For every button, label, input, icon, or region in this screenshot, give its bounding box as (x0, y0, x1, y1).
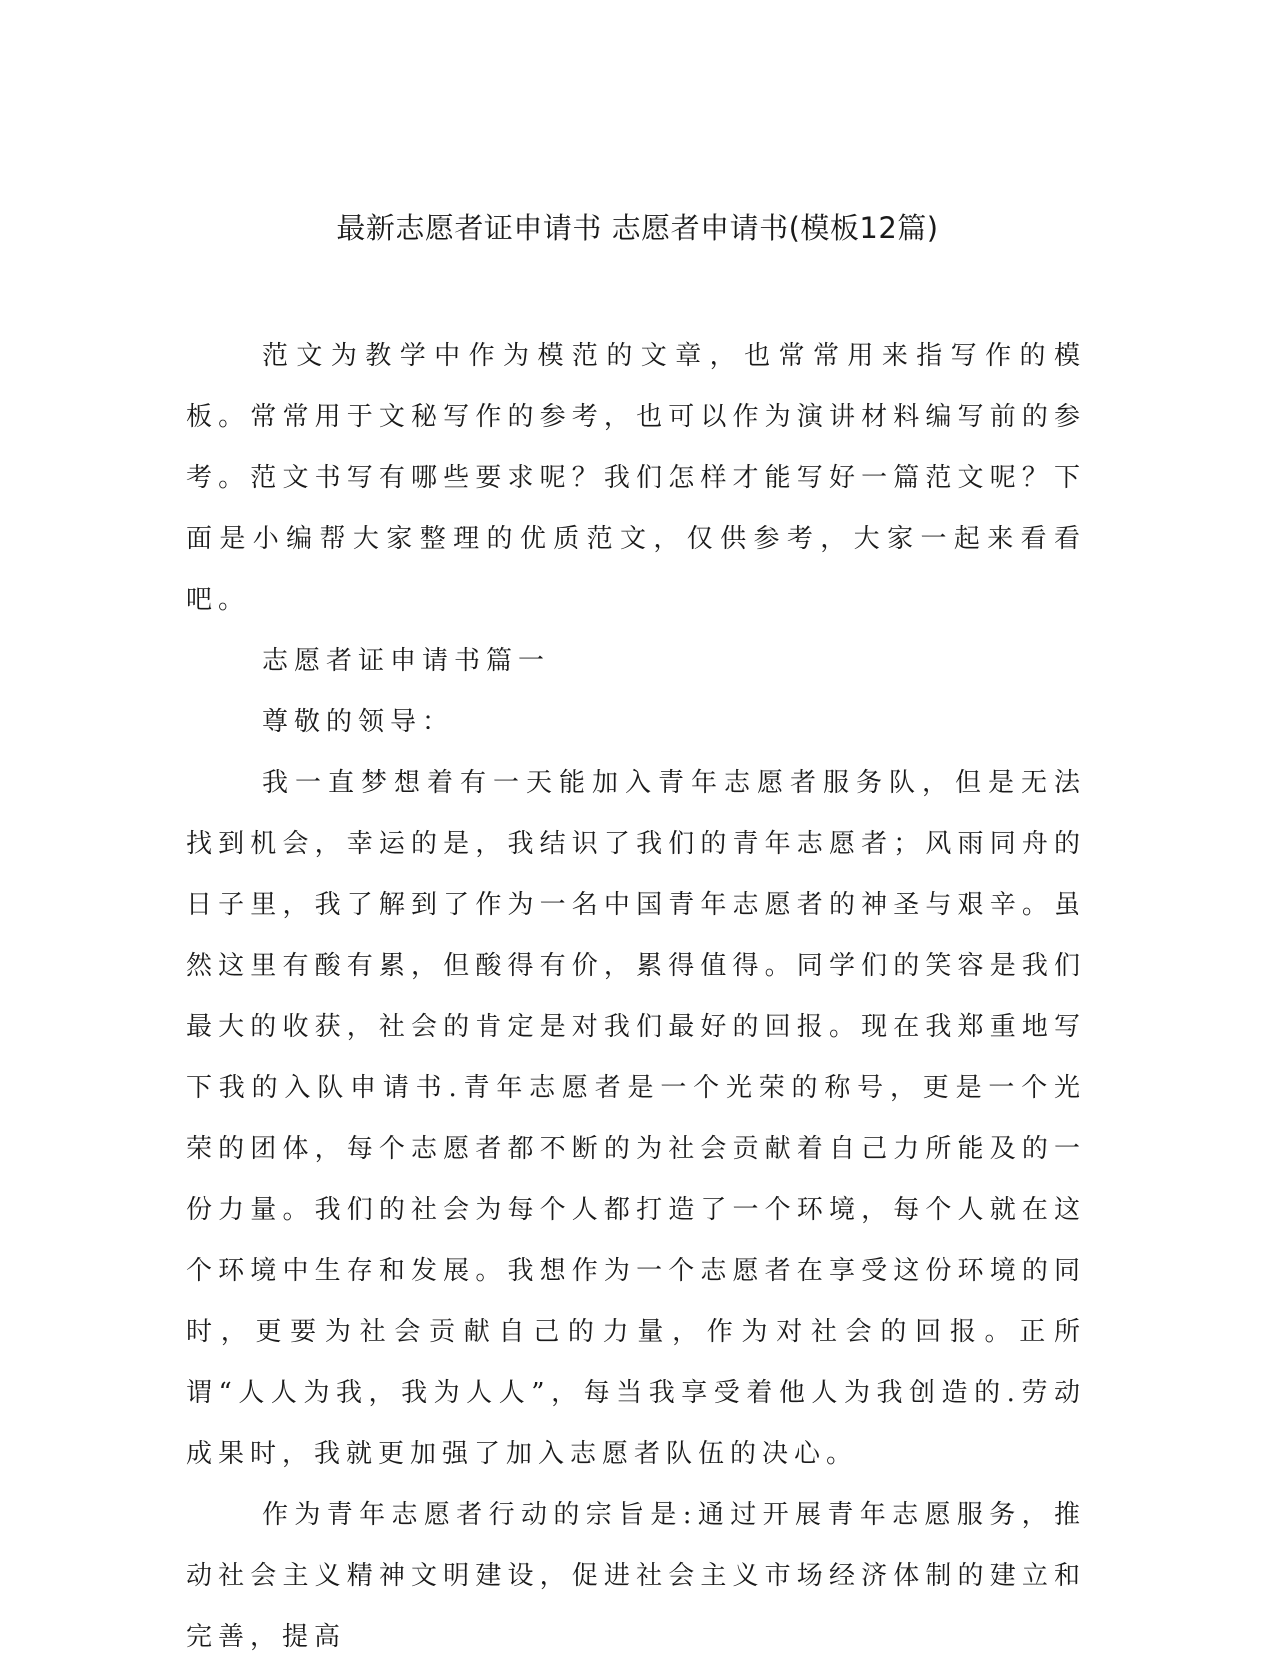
document-title: 最新志愿者证申请书 志愿者申请书(模板12篇) (336, 211, 939, 245)
section-heading: 志愿者证申请书篇一 (262, 646, 551, 676)
document-body (186, 326, 1086, 1668)
salutation: 尊敬的领导： (262, 707, 455, 737)
intro-paragraph: 范文为教学中作为模范的文章，也常常用来指写作的模板。常常用于文秘写作的参考，也可以作为演讲材料编写前的参考。范文书写有哪些要求呢？我们怎样才能写好一篇范文呢？下面是小编帮大家整理的优质范文，仅供参考，大家一起来看看吧。 (186, 341, 1086, 615)
body-paragraph: 作为青年志愿者行动的宗旨是:通过开展青年志愿服务，推动社会主义精神文明建设，促进社会主义市场经济体制的建立和完善，提高 (186, 1500, 1086, 1652)
body-paragraph: 我一直梦想着有一天能加入青年志愿者服务队，但是无法找到机会，幸运的是，我结识了我们的青年志愿者；风雨同舟的日子里，我了解到了作为一名中国青年志愿者的神圣与艰辛。虽然这里有酸有累，但酸得有价，累得值得。同学们的笑容是我们最大的收获，社会的肯定是对我们最好的回报。现在我郑重地写下我的入队申请书.青年志愿者是一个光荣的称号，更是一个光荣的团体，每个志愿者都不断的为社会贡献着自己力所能及的一份力量。我们的社会为每个人都打造了一个环境，每个人就在这个环境中生存和发展。我想作为一个志愿者在享受这份环境的同时，更要为社会贡献自己的力量，作为对社会的回报。正所谓“人人为我，我为人人”，每当我享受着他人为我创造的.劳动成果时，我就更加强了加入志愿者队伍的决心。 (186, 768, 1086, 1469)
